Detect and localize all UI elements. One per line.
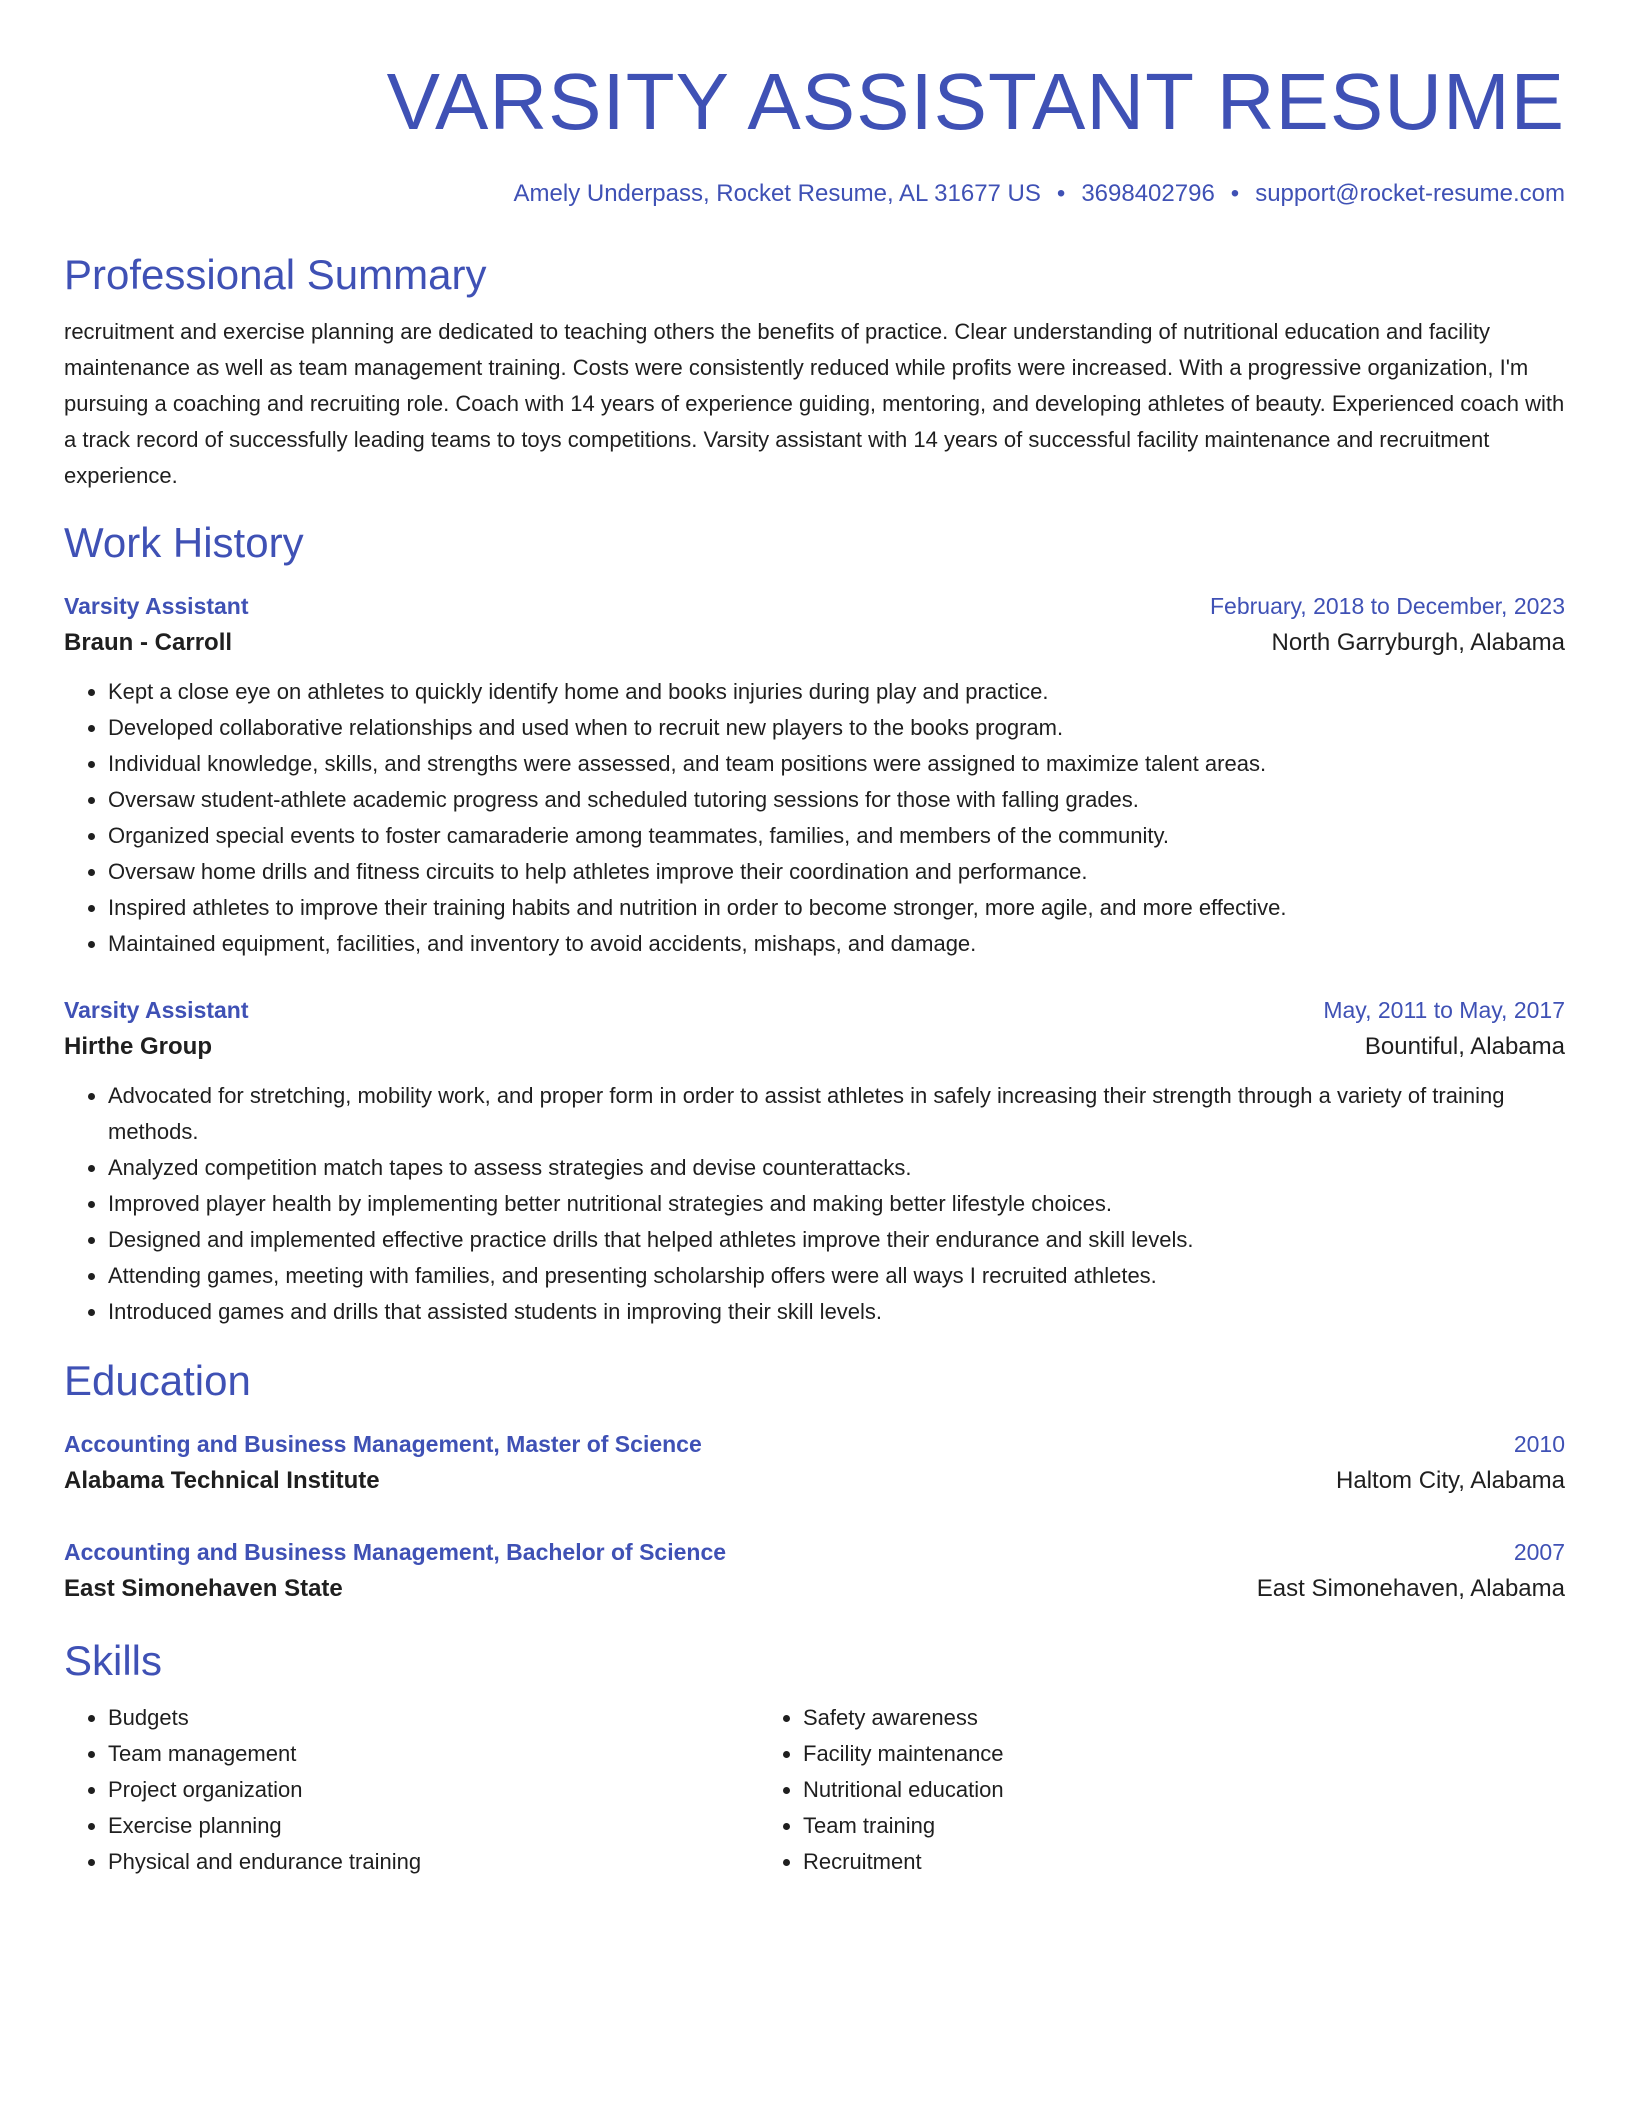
job-location: Bountiful, Alabama	[1364, 1033, 1565, 1060]
skills-list	[64, 1700, 1565, 1880]
education-entry	[64, 1426, 1565, 1500]
job-title: Varsity Assistant	[64, 997, 249, 1023]
skill-item: • Team training	[803, 1808, 1519, 1844]
resume-page	[64, 0, 1565, 1880]
skill-item: • Safety awareness	[803, 1700, 1519, 1736]
education-degree: Accounting and Business Management, Master of Science	[64, 1431, 702, 1457]
job-bullet: • Improved player health by implementing better nutritional strategies and making better lifestyle choices.	[108, 1186, 1565, 1222]
skill-item: • Recruitment	[803, 1844, 1519, 1880]
job-company: Braun - Carroll	[64, 629, 233, 656]
resume-title: VARSITY ASSISTANT RESUME	[386, 57, 1565, 146]
contact-separator: •	[1230, 180, 1240, 207]
job-bullets	[64, 674, 1565, 962]
job-bullet: • Advocated for stretching, mobility work, and proper form in order to assist athletes in safely increasing their strength through a variety of training methods.	[108, 1078, 1565, 1150]
education-school: Alabama Technical Institute	[64, 1467, 380, 1494]
education-school: East Simonehaven State	[64, 1575, 343, 1602]
job-title: Varsity Assistant	[64, 593, 249, 619]
skill-item: • Physical and endurance training	[108, 1844, 759, 1880]
skill-item: • Team management	[108, 1736, 759, 1772]
job-entry	[64, 992, 1565, 1330]
skill-item: • Exercise planning	[108, 1808, 759, 1844]
job-bullet: • Analyzed competition match tapes to assess strategies and devise counterattacks.	[108, 1150, 1565, 1186]
job-dates: May, 2011 to May, 2017	[1323, 997, 1565, 1023]
skills-heading: Skills	[64, 1637, 163, 1684]
job-bullet: • Organized special events to foster camaraderie among teammates, families, and members of the community.	[108, 818, 1565, 854]
skill-item: • Budgets	[108, 1700, 759, 1736]
job-bullet: • Maintained equipment, facilities, and inventory to avoid accidents, mishaps, and damage.	[108, 926, 1565, 962]
job-bullet: • Kept a close eye on athletes to quickly identify home and books injuries during play and practice.	[108, 674, 1565, 710]
job-bullet: • Oversaw student-athlete academic progress and scheduled tutoring sessions for those with falling grades.	[108, 782, 1565, 818]
education-year: 2010	[1513, 1431, 1565, 1457]
skill-item: • Facility maintenance	[803, 1736, 1519, 1772]
skill-item: • Project organization	[108, 1772, 759, 1808]
job-bullet: • Developed collaborative relationships and used when to recruit new players to the books program.	[108, 710, 1565, 746]
education-degree: Accounting and Business Management, Bachelor of Science	[64, 1539, 727, 1565]
contact-phone[interactable]: 3698402796	[1081, 180, 1215, 207]
contact-address: Amely Underpass, Rocket Resume, AL 31677 US	[513, 180, 1041, 207]
education-location: East Simonehaven, Alabama	[1256, 1575, 1565, 1602]
contact-separator: •	[1056, 180, 1066, 207]
education-entry	[64, 1534, 1565, 1608]
job-dates: February, 2018 to December, 2023	[1209, 593, 1565, 619]
education-year: 2007	[1513, 1539, 1565, 1565]
skill-item: • Nutritional education	[803, 1772, 1519, 1808]
job-bullets	[64, 1078, 1565, 1330]
job-bullet: • Inspired athletes to improve their training habits and nutrition in order to become stronger, more agile, and more effective.	[108, 890, 1565, 926]
job-bullet: • Attending games, meeting with families, and presenting scholarship offers were all ways I recruited athletes.	[108, 1258, 1565, 1294]
education-location: Haltom City, Alabama	[1336, 1467, 1565, 1494]
job-entry	[64, 588, 1565, 962]
job-location: North Garryburgh, Alabama	[1271, 629, 1565, 656]
job-bullet: • Individual knowledge, skills, and strengths were assessed, and team positions were assigned to maximize talent areas.	[108, 746, 1565, 782]
job-bullet: • Oversaw home drills and fitness circuits to help athletes improve their coordination and performance.	[108, 854, 1565, 890]
contact-email[interactable]: support@rocket-resume.com	[1255, 180, 1565, 207]
job-company: Hirthe Group	[64, 1033, 212, 1060]
education-heading: Education	[64, 1357, 251, 1404]
summary-heading: Professional Summary	[64, 251, 487, 298]
summary-text: recruitment and exercise planning are dedicated to teaching others the benefits of practice. Clear understanding of nutritional education and facility maintenance as well as team management training. Costs were consistently reduced while profits were increased. With a progressive organization, I'm pursuing a coaching and recruiting role. Coach with 14 years of experience guiding, mentoring, and developing athletes of beauty. Experienced coach with a track record of successfully leading teams to toys competitions. Varsity assistant with 14 years of successful facility maintenance and recruitment experience.	[64, 319, 1565, 488]
work-history-heading: Work History	[64, 519, 304, 566]
job-bullet: • Designed and implemented effective practice drills that helped athletes improve their endurance and skill levels.	[108, 1222, 1565, 1258]
skills-column-left	[64, 1700, 759, 1880]
job-bullet: • Introduced games and drills that assisted students in improving their skill levels.	[108, 1294, 1565, 1330]
skills-column-right	[759, 1700, 1519, 1880]
contact-line	[64, 178, 1565, 210]
